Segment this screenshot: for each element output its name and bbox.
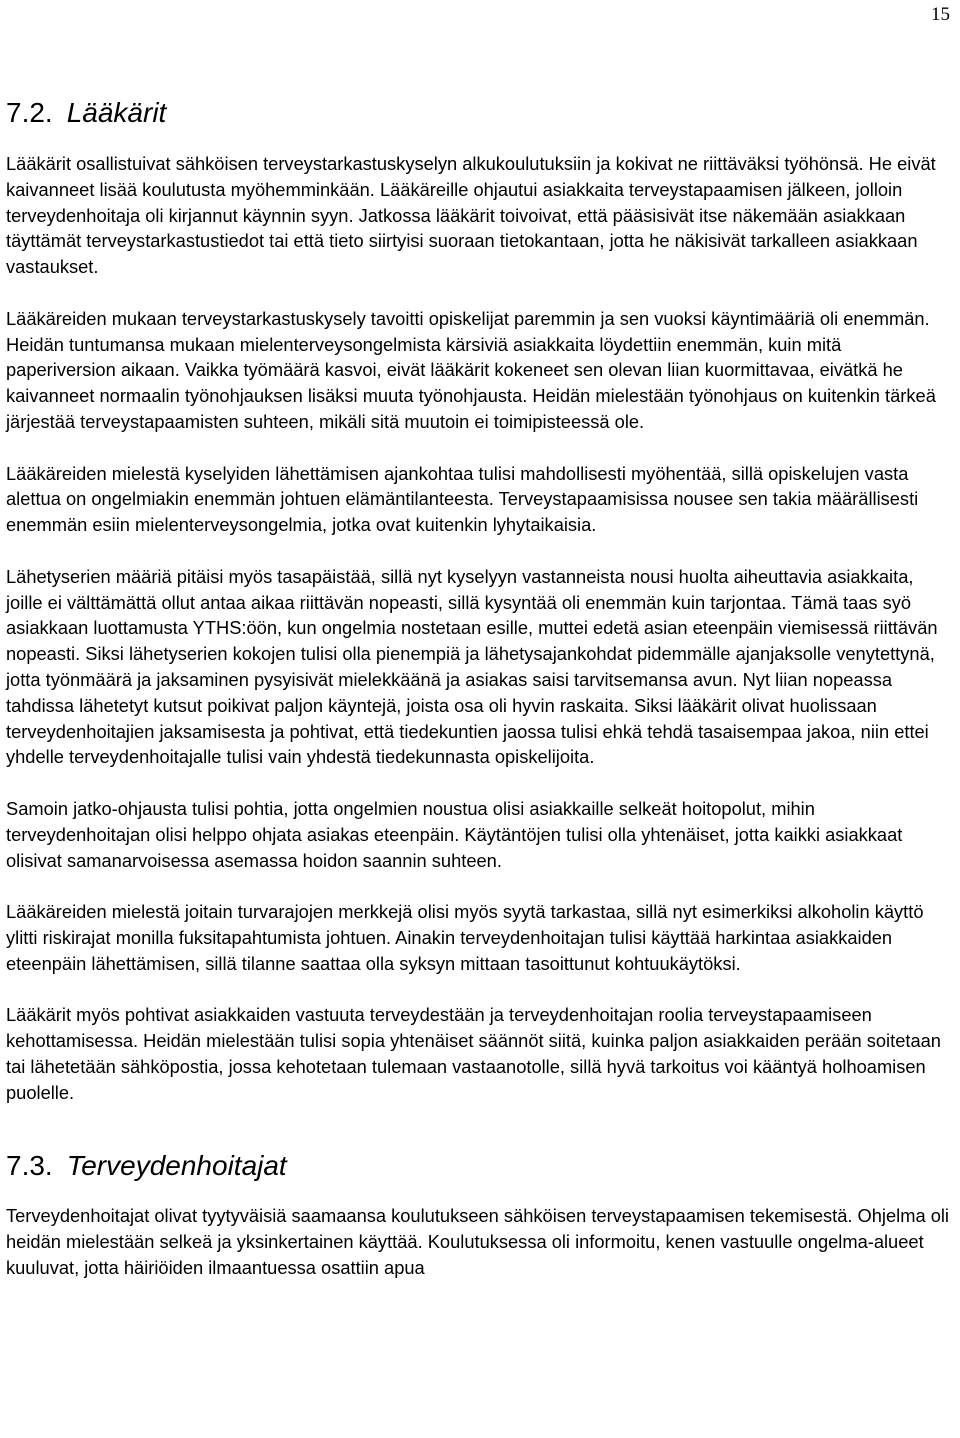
paragraph: Lähetyserien määriä pitäisi myös tasapäistää, sillä nyt kyselyyn vastanneista nousi huolta aiheuttavia asiakkaita, joille ei välttämättä ollut antaa aikaa riittävän nopeasti, sillä kysyntää oli enemmän kuin tarjontaa. Tämä taas syö asiakkaan luottamusta YTHS:öön, kun ongelmia nostetaan esille, muttei edetä asian eteenpäin viemisessä riittävän nopeasti. Siksi lähetyserien kokojen tulisi olla pienempiä ja lähetysajankohdat pidemmälle ajanjaksolle venytettynä, jotta työnmäärä ja jaksaminen pysyisivät mielekkäänä ja asiakas saisi tarvitsemansa avun. Nyt liian nopeassa tahdissa lähetetyt kutsut poikivat paljon käyntejä, joista osa oli hyvin raskaita. Siksi lääkärit olivat huolissaan terveydenhoitajien jaksamisesta ja pohtivat, että tiedekuntien jaossa tulisi ehkä tehdä tasaisempaa jakoa, niin ettei yhdelle terveydenhoitajalle tulisi vain yhdestä tiedekunnasta opiskelijoita.: [6, 565, 938, 768]
document-body: [6, 94, 950, 1281]
section-title: Terveydenhoitajat: [66, 1150, 287, 1182]
section-body: [6, 1203, 950, 1280]
paragraph: Samoin jatko-ohjausta tulisi pohtia, jotta ongelmien noustua olisi asiakkaille selkeät hoitopolut, mihin terveydenhoitajan olisi helppo ohjata asiakas eteenpäin. Käytäntöjen tulisi olla yhtenäiset, jotta kaikki asiakkaat olisivat samanarvoisessa asemassa hoidon saannin suhteen.: [6, 797, 903, 871]
section-number: 7.3.: [6, 1150, 53, 1182]
paragraph: Lääkärit myös pohtivat asiakkaiden vastuuta terveydestään ja terveydenhoitajan roolia terveystapaamiseen kehottamisessa. Heidän mielestään tulisi sopia yhtenäiset säännöt siitä, kuinka paljon asiakkaiden perään soitetaan tai lähetetään sähköpostia, jossa kehotetaan tulemaan vastaanotolle, sillä hyvä tarkoitus voi kääntyä holhoamisen puolelle.: [6, 1004, 941, 1103]
section-number: 7.2.: [6, 97, 53, 128]
section-heading: [6, 94, 950, 132]
page-number: 15: [931, 4, 950, 25]
paragraph: Lääkärit osallistuivat sähköisen terveystarkastuskyselyn alkukoulutuksiin ja kokivat ne riittäväksi työhönsä. He eivät kaivanneet lisää koulutusta myöhemminkään. Lääkäreille ohjautui asiakkaita terveystapaamisen jälkeen, jolloin terveydenhoitaja oli kirjannut käynnin syyn. Jatkossa lääkärit toivoivat, että pääsisivät itse näkemään asiakkaan täyttämät terveystarkastustiedot tai että tieto siirtyisi suoraan tietokantaan, jotta he näkisivät tarkalleen asiakkaan vastaukset.: [6, 153, 936, 278]
paragraph: Terveydenhoitajat olivat tyytyväisiä saamaansa koulutukseen sähköisen terveystapaamisen tekemisestä. Ohjelma oli heidän mielestään selkeä ja yksinkertainen käyttää. Koulutuksessa oli informoitu, kenen vastuulle ongelma-alueet kuuluvat, jotta häiriöiden ilmaantuessa osattiin apua: [6, 1205, 949, 1279]
paragraph: Lääkäreiden mukaan terveystarkastuskysely tavoitti opiskelijat paremmin ja sen vuoksi käyntimääriä oli enemmän. Heidän tuntumansa mukaan mielenterveysongelmista kärsiviä asiakkaita löydettiin enemmän, kuin mitä paperiversion aikaan. Vaikka työmäärä kasvoi, eivät lääkärit kokeneet sen olevan liian kuormittavaa, eivätkä he kaivanneet normaalin työnohjauksen lisäksi muuta työnohjausta. Heidän mielestään työnohjaus on kuitenkin tärkeä järjestää terveystapaamisten suhteen, mikäli sitä muutoin ei toimipisteessä ole.: [6, 307, 936, 432]
section-heading: [6, 1147, 950, 1185]
section-body: [6, 151, 950, 1105]
paragraph: Lääkäreiden mielestä joitain turvarajojen merkkejä olisi myös syytä tarkastaa, sillä nyt esimerkiksi alkoholin käyttö ylitti riskirajat monilla fuksitapahtumista johtuen. Ainakin terveydenhoitajan tulisi käyttää harkintaa asiakkaiden eteenpäin lähettämisen, sillä tilanne saattaa olla syksyn mittaan tasoittunut kohtuukäytöksi.: [6, 901, 924, 974]
section-title: Lääkärit: [66, 97, 167, 128]
paragraph: Lääkäreiden mielestä kyselyiden lähettämisen ajankohtaa tulisi mahdollisesti myöhentää, sillä opiskelujen vasta alettua on ongelmiakin enemmän johtuen elämäntilanteesta. Terveystapaamisissa nousee sen takia määrällisesti enemmän esiin mielenterveysongelmia, jotka ovat kuitenkin lyhytaikaisia.: [6, 462, 919, 536]
